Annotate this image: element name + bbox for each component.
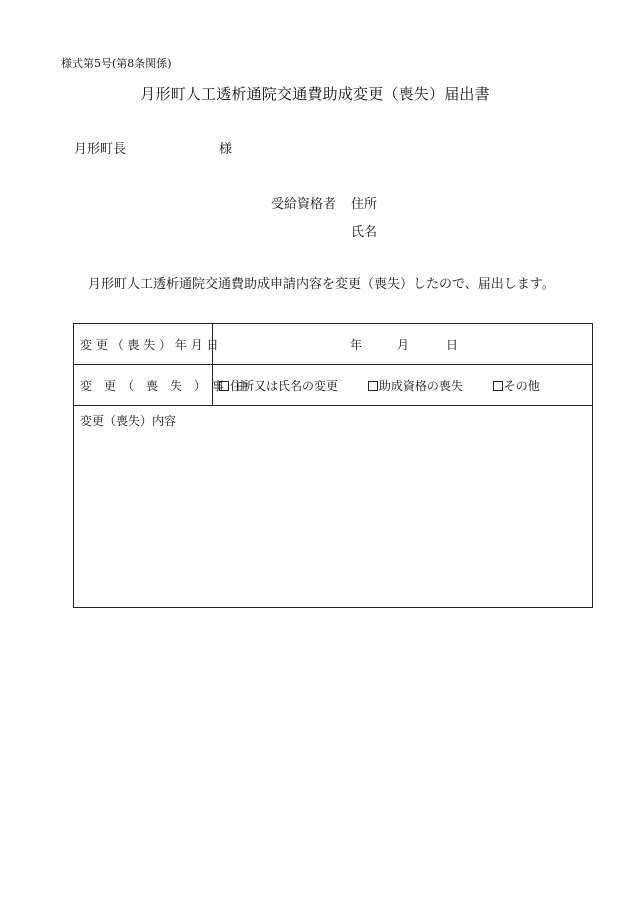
change-content-field[interactable] — [74, 406, 592, 608]
year-label: 年 — [350, 338, 363, 352]
option-other[interactable]: その他 — [493, 377, 540, 394]
statement-text: 月形町人工透析通院交通費助成申請内容を変更（喪失）したので、届出します。 — [88, 277, 555, 292]
month-label: 月 — [397, 338, 410, 352]
honorific: 様 — [219, 142, 233, 157]
document-title: 月形町人工透析通院交通費助成変更（喪失）届出書 — [140, 85, 490, 103]
change-date-label: 変 更 （ 喪 失 ） 年 月 日 — [80, 338, 219, 352]
checkbox-icon[interactable] — [368, 381, 378, 391]
form-number: 様式第5号(第8条関係) — [61, 57, 172, 70]
row-divider — [74, 364, 592, 365]
option-eligibility-loss[interactable]: 助成資格の喪失 — [368, 377, 463, 394]
change-content-label: 変更（喪失）内容 — [80, 414, 177, 428]
change-reason-label: 変 更 （ 喪 失 ） 事 由 — [80, 379, 249, 393]
day-label: 日 — [446, 338, 459, 352]
reason-options — [219, 377, 566, 394]
form-table — [73, 323, 593, 608]
checkbox-icon[interactable] — [219, 381, 229, 391]
name-label: 氏名 — [351, 225, 378, 240]
applicant-role: 受給資格者 — [271, 197, 337, 212]
checkbox-icon[interactable] — [493, 381, 503, 391]
option-address-or-name-change[interactable]: 住所又は氏名の変更 — [219, 377, 338, 394]
addressee: 月形町長 — [74, 142, 127, 157]
address-label: 住所 — [351, 197, 378, 212]
